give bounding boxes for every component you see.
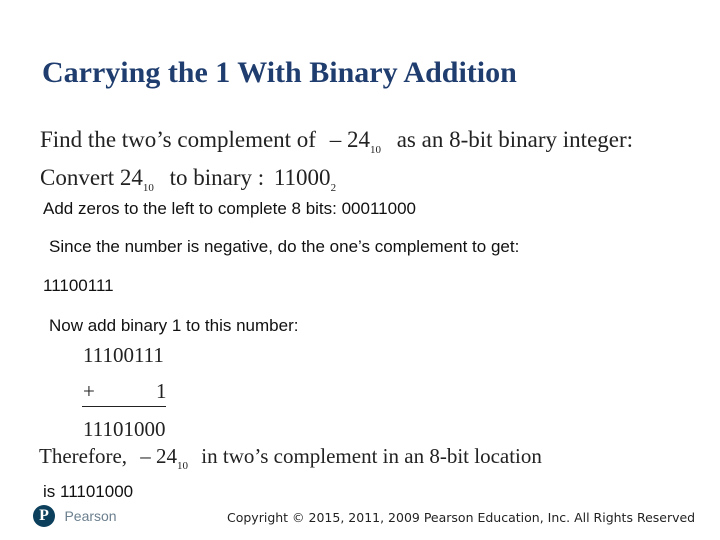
final-answer: is 11101000 [43,482,134,501]
convert-mid: to binary : [169,165,265,190]
step-ones-complement: Since the number is negative, do the one’s complement to get: [49,237,520,256]
convert-result: $11000_2$ [273,165,337,194]
problem-tail: as an 8-bit binary integer: [396,127,634,152]
conclusion-number: – $24_{10}$ [140,444,189,472]
addition-line [82,406,166,407]
addition-operand2: 1 [156,379,167,403]
copyright-notice: Copyright © 2015, 2011, 2009 Pearson Education, Inc. All Rights Reserved [227,510,696,525]
step-add-zeros: Add zeros to the left to complete 8 bits: 00011000 [43,199,416,218]
problem-statement [40,127,634,156]
pearson-p-icon: P [33,505,55,527]
convert-statement [40,165,337,194]
conclusion-line [39,444,542,472]
step-add-one: Now add binary 1 to this number: [49,316,299,335]
problem-number: – $24_{10}$ [329,127,381,156]
conclusion-therefore: Therefore, [39,444,128,468]
addition-sum: 11101000 [83,417,166,441]
slide-title: Carrying the 1 With Binary Addition [42,56,517,89]
convert-text: Convert $24_{10}$ [40,165,154,194]
addition-plus: + [83,379,95,403]
pearson-logo [33,505,117,527]
conclusion-tail: in two’s complement in an 8-bit location [201,444,542,468]
addition-operand1: 11100111 [83,343,164,367]
pearson-wordmark: Pearson [64,508,117,524]
problem-text: Find the two’s complement of [40,127,316,152]
ones-complement-value: 11100111 [43,276,114,295]
